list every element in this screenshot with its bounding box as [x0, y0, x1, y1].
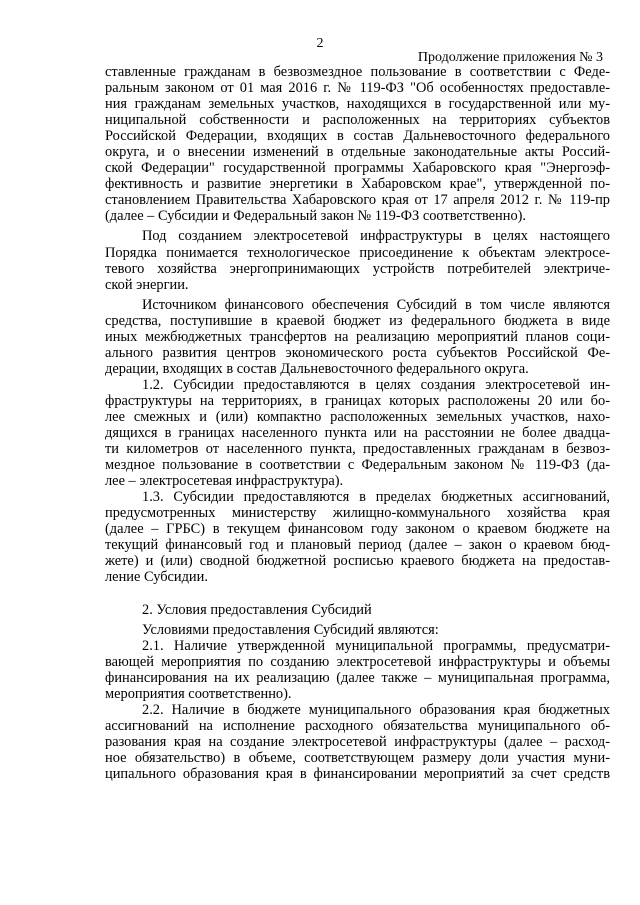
text-line: дерации, входящих в состав Дальневосточного федерального округа. [105, 360, 529, 377]
paragraph-infrastructure-definition [105, 228, 610, 292]
text-line: 1.2. Субсидии предоставляются в целях создания электросетевой ин- [142, 376, 610, 393]
text-line: текущий финансовый год и плановый период (далее – закон о краевом бюд- [105, 537, 610, 554]
text-line: иных межбюджетных трансфертов на реализацию мероприятий планов соци- [105, 328, 610, 345]
page-number: 2 [316, 36, 324, 51]
text-line: Источником финансового обеспечения Субсидий в том числе являются [142, 296, 610, 313]
text-line: фраструктуры на территориях, в границах которых расположены 20 или бо- [105, 392, 610, 409]
paragraph-2-2 [105, 702, 610, 782]
section-2-heading: 2. Условия предоставления Субсидий [142, 601, 372, 618]
text-line: мездное пользование в соответствии с Федеральным законом № 119-ФЗ (да- [105, 457, 610, 474]
text-line: ставленные гражданам в безвозмездное пользование в соответствии с Феде- [105, 64, 610, 80]
text-line: Порядка понимается технологическое присоединение к объектам электросе- [105, 244, 610, 261]
text-line: ниципальной собственности и расположенных на территориях субъектов [105, 112, 610, 129]
text-line: ципального образования края в финансировании мероприятий за счет средств [105, 765, 610, 782]
text-line: средства, поступившие в краевой бюджет из федерального бюджета в виде [105, 312, 610, 329]
text-line: ассигнований на исполнение расходного обязательства муниципального об- [105, 717, 610, 734]
text-line: дящихся в границах населенного пункта или на расстоянии не более двадца- [105, 425, 610, 442]
text-line: ской энергии. [105, 276, 189, 293]
paragraph-1-2 [105, 377, 610, 489]
appendix-continuation-header: Продолжение приложения № 3 [417, 50, 603, 65]
body-text [105, 64, 610, 782]
paragraph-conditions-intro [105, 622, 610, 638]
text-line: ральным законом от 01 мая 2016 г. № 119-ФЗ "Об особенностях предоставле- [105, 80, 610, 97]
text-line: становлением Правительства Хабаровского края от 17 апреля 2012 г. № 119-пр [105, 192, 610, 209]
paragraph-funding-source [105, 297, 610, 377]
text-line: Условиями предоставления Субсидий являются: [142, 621, 439, 638]
text-line: (далее – Субсидии и Федеральный закон № 119-ФЗ соответственно). [105, 208, 527, 225]
text-line: ное обязательство) в объеме, соответствующем размеру доли участия муни- [105, 749, 610, 766]
text-line: жете) и (или) сводной бюджетной росписью краевого бюджета на предостав- [105, 553, 610, 570]
text-line: Под созданием электросетевой инфраструктуры в целях настоящего [142, 228, 610, 245]
text-line: финансирования на их реализацию (далее также – муниципальная программа, [105, 669, 610, 686]
text-line: разования края на создание электросетевой инфраструктуры (далее – расход- [105, 733, 610, 750]
paragraph-1-3 [105, 489, 610, 585]
text-line: мероприятия соответственно). [105, 685, 292, 702]
text-line: лее смежных и (или) компактно расположенных земельных участков, нахо- [105, 408, 610, 425]
text-line: 2.1. Наличие утвержденной муниципальной программы, предусматри- [142, 637, 610, 654]
text-line: 1.3. Субсидии предоставляются в пределах бюджетных ассигнований, [142, 489, 610, 506]
text-line: (далее – ГРБС) в текущем финансовом году законом о краевом бюджете на [105, 521, 610, 538]
text-line: ской Федерации" государственной программы Хабаровского края "Энергоэф- [105, 160, 610, 177]
text-line: Российской Федерации, входящих в состав Дальневосточного федерального [105, 128, 610, 145]
text-line: тевого хозяйства энергопринимающих устройств потребителей электриче- [105, 260, 610, 277]
text-line: лее – электросетевая инфраструктура). [105, 473, 344, 490]
text-line: округа, и о внесении изменений в отдельные законодательные акты Россий- [105, 144, 610, 161]
text-line: вающей мероприятия по созданию электросетевой инфраструктуры и объемы [105, 653, 610, 670]
text-line: предусмотренных министерству жилищно-коммунального хозяйства края [105, 505, 610, 522]
text-line: фективность и развитие энергетики в Хабаровском крае", утвержденной по- [105, 176, 610, 193]
text-line: ление Субсидии. [105, 569, 208, 586]
section-heading [105, 602, 610, 618]
text-line: ального развития центров экономического роста субъектов Российской Фе- [105, 344, 610, 361]
text-line: ния гражданам земельных участков, находящихся в государственной или му- [105, 96, 610, 113]
paragraph-1 [105, 64, 610, 224]
paragraph-2-1 [105, 638, 610, 702]
text-line: ти километров от населенного пункта, предоставленных гражданам в безвоз- [105, 441, 610, 458]
text-line: 2.2. Наличие в бюджете муниципального образования края бюджетных [142, 701, 610, 718]
